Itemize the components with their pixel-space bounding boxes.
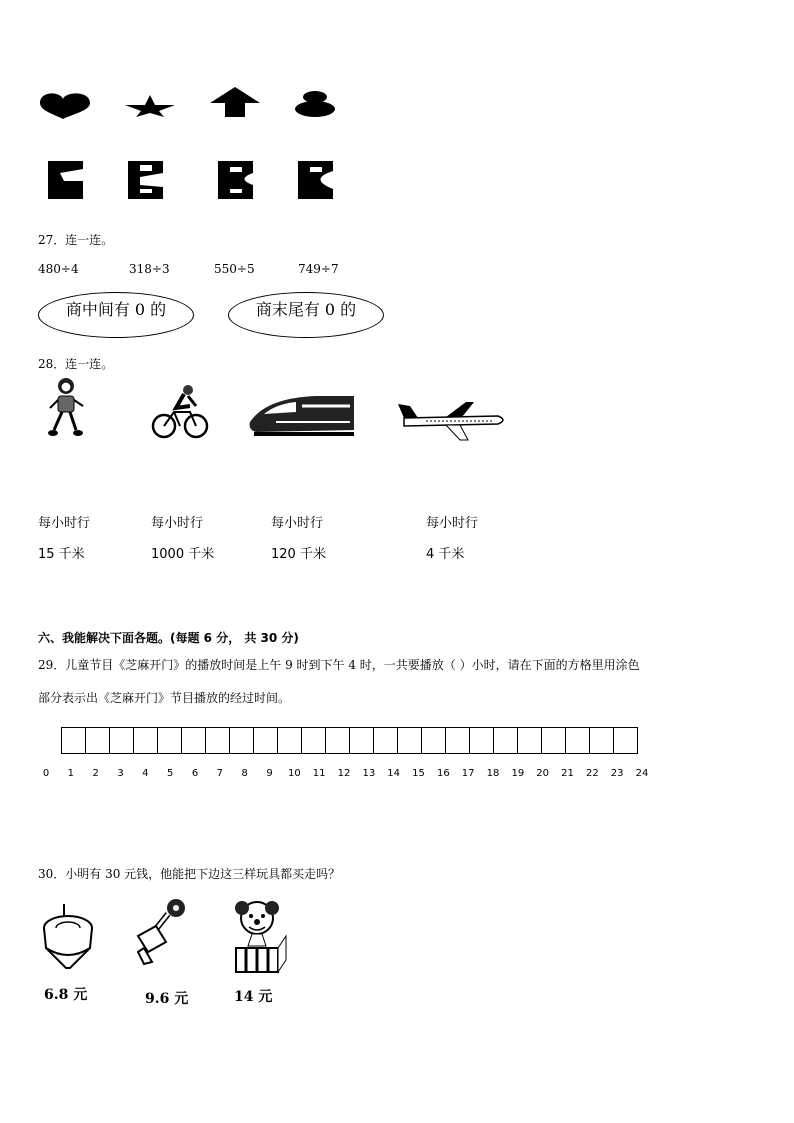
- grid-cell[interactable]: [205, 727, 230, 754]
- speed-label-2: 每小时行: [151, 516, 204, 531]
- grid-cell[interactable]: [325, 727, 350, 754]
- tick-label: 1: [67, 768, 75, 779]
- tick-label: 7: [216, 768, 224, 779]
- tick-label: 18: [486, 768, 500, 779]
- grid-cell[interactable]: [565, 727, 590, 754]
- oval-quotient-middle-zero[interactable]: 商中间有 0 的: [38, 292, 194, 338]
- section-heading: 六、我能解决下面各题。(每题 6 分， 共 30 分): [38, 631, 299, 645]
- grid-cell[interactable]: [157, 727, 182, 754]
- grid-cell[interactable]: [469, 727, 494, 754]
- expression-4: 749÷7: [298, 262, 339, 276]
- expression-1: 480÷4: [38, 262, 79, 276]
- q30-question: 30．小明有 30 元钱，他能把下边这三样玩具都买走吗？: [38, 867, 341, 881]
- stacked-shape-icon: [295, 91, 335, 117]
- tick-label: 16: [436, 768, 450, 779]
- tick-label: 11: [312, 768, 326, 779]
- tick-label: 21: [561, 768, 574, 779]
- tick-label: 20: [536, 768, 550, 779]
- grid-cell[interactable]: [373, 727, 398, 754]
- grid-cell[interactable]: [109, 727, 134, 754]
- speed-label-3: 每小时行: [271, 516, 324, 531]
- q29-line-1: 29．儿童节目《芝麻开门》的播放时间是上午 9 时到下午 4 时，一共要播放（ ）小时，请在下面的方格里用涂色: [38, 658, 640, 672]
- q28-title: 28．连一连。: [38, 357, 114, 371]
- grid-cell[interactable]: [397, 727, 422, 754]
- spinning-top-icon: [38, 902, 98, 972]
- speed-label-4: 每小时行: [426, 516, 479, 531]
- toy-gun-icon: [134, 896, 190, 966]
- grid-cell[interactable]: [613, 727, 638, 754]
- tick-label: 22: [585, 768, 599, 779]
- speed-value-2: 1000 千米: [151, 547, 215, 562]
- clown-box-icon: [224, 896, 290, 974]
- grid-cell[interactable]: [517, 727, 542, 754]
- tick-label: 0: [42, 768, 50, 779]
- speed-label-1: 每小时行: [38, 516, 91, 531]
- tick-label: 13: [362, 768, 376, 779]
- tick-label: 24: [635, 768, 649, 779]
- q27-title: 27．连一连。: [38, 233, 114, 247]
- price-3: 14 元: [234, 989, 273, 1005]
- tick-label: 10: [287, 768, 301, 779]
- grid-cell[interactable]: [85, 727, 110, 754]
- tick-label: 15: [412, 768, 425, 779]
- tick-label: 8: [241, 768, 248, 779]
- grid-cell[interactable]: [61, 727, 86, 754]
- tick-label: 14: [387, 768, 401, 779]
- time-grid[interactable]: [61, 727, 637, 754]
- grid-cell[interactable]: [229, 727, 254, 754]
- tick-label: 3: [117, 768, 124, 779]
- grid-cell[interactable]: [493, 727, 518, 754]
- grid-cell[interactable]: [349, 727, 374, 754]
- block-letter-1-icon: [48, 161, 83, 199]
- block-letter-3-icon: [218, 161, 253, 199]
- tick-label: 19: [511, 768, 525, 779]
- high-speed-train-icon: [246, 392, 358, 440]
- arrow-up-shape-icon: [210, 87, 260, 117]
- heart-shape-icon: [40, 93, 90, 119]
- shapes-row: [30, 85, 370, 205]
- oval-quotient-end-zero[interactable]: 商末尾有 0 的: [228, 292, 384, 338]
- tick-label: 12: [337, 768, 351, 779]
- grid-cell[interactable]: [589, 727, 614, 754]
- tick-label: 4: [142, 768, 149, 779]
- tick-label: 9: [266, 768, 273, 779]
- grid-cell[interactable]: [133, 727, 158, 754]
- q29-line-2: 部分表示出《芝麻开门》节目播放的经过时间。: [38, 691, 291, 705]
- tick-label: 23: [610, 768, 624, 779]
- speed-value-3: 120 千米: [271, 547, 326, 562]
- tick-label: 17: [461, 768, 475, 779]
- expression-3: 550÷5: [214, 262, 255, 276]
- grid-cell[interactable]: [541, 727, 566, 754]
- speed-value-4: 4 千米: [426, 547, 465, 562]
- grid-cell[interactable]: [421, 727, 446, 754]
- block-letter-4-icon: [298, 161, 333, 199]
- grid-cell[interactable]: [277, 727, 302, 754]
- tick-label: 6: [191, 768, 199, 779]
- speed-value-1: 15 千米: [38, 547, 85, 562]
- price-1: 6.8 元: [44, 987, 88, 1003]
- tick-label: 2: [92, 768, 99, 779]
- grid-cell[interactable]: [301, 727, 326, 754]
- expression-2: 318÷3: [129, 262, 170, 276]
- price-2: 9.6 元: [145, 991, 189, 1007]
- girl-walking-icon: [46, 376, 88, 438]
- tick-label: 5: [166, 768, 174, 779]
- airplane-icon: [396, 400, 508, 444]
- grid-cell[interactable]: [253, 727, 278, 754]
- block-letter-2-icon: [128, 161, 163, 199]
- star-shape-icon: [125, 95, 175, 117]
- cyclist-icon: [150, 382, 210, 442]
- grid-cell[interactable]: [445, 727, 470, 754]
- grid-cell[interactable]: [181, 727, 206, 754]
